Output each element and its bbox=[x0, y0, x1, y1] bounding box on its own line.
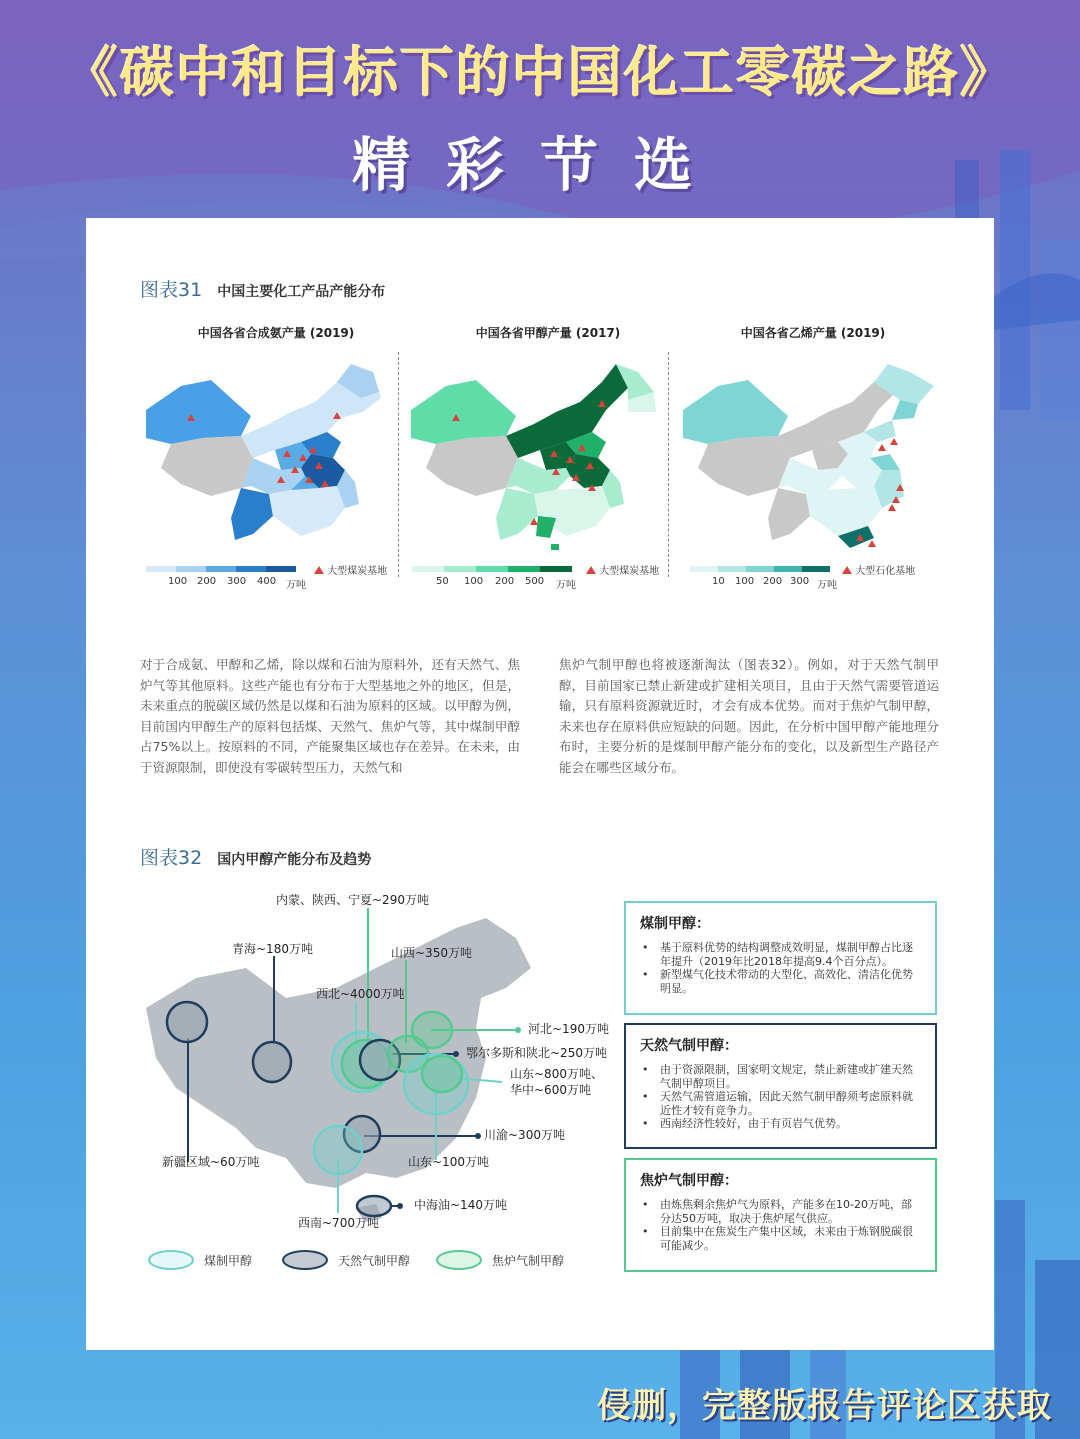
map2-tick: 50 bbox=[436, 576, 449, 587]
legend-gas-label: 天然气制甲醇 bbox=[338, 1253, 411, 1268]
map3-tick: 10 bbox=[712, 576, 725, 587]
oval-swatch-icon bbox=[148, 1250, 194, 1270]
map2-tick: 200 bbox=[495, 576, 515, 587]
callout-xibei: 西北~4000万吨 bbox=[316, 987, 405, 1001]
map2-title: 中国各省甲醇产量 (2017) bbox=[475, 326, 621, 340]
map-divider-1 bbox=[398, 352, 399, 577]
callout-xinjiang: 新疆区域~60万吨 bbox=[162, 1155, 260, 1169]
callout-zhonghaiyou: 中海油~140万吨 bbox=[414, 1198, 507, 1212]
map1-base-label: 大型煤炭基地 bbox=[327, 566, 388, 577]
map3-title: 中国各省乙烯产量 (2019) bbox=[740, 326, 886, 340]
triangle-marker-icon bbox=[842, 566, 852, 574]
figure32-number: 图表32 bbox=[140, 847, 203, 869]
figure32-heading bbox=[140, 843, 371, 870]
legend-coke-label: 焦炉气制甲醇 bbox=[492, 1253, 565, 1268]
map-divider-2 bbox=[668, 352, 669, 577]
map1-base-legend bbox=[314, 562, 387, 577]
map1-tick: 400 bbox=[257, 576, 277, 587]
map2-legend bbox=[412, 566, 592, 590]
info-item: • 天然气需管道运输，因此天然气制甲醇须考虑原料就近性才较有竞争力。 bbox=[640, 1090, 921, 1117]
map1-tick: 200 bbox=[197, 576, 217, 587]
legend-coke bbox=[436, 1250, 564, 1270]
map3-legend bbox=[690, 566, 850, 590]
callout-nmg: 内蒙、陕西、宁夏~290万吨 bbox=[276, 893, 429, 907]
callout-qinghai: 青海~180万吨 bbox=[232, 942, 313, 956]
figure31-title: 中国主要化工产品产能分布 bbox=[217, 284, 386, 300]
info-item: • 由于资源限制，国家明文规定，禁止新建或扩建天然气制甲醇项目。 bbox=[640, 1063, 921, 1090]
info-item: • 基于原料优势的结构调整成效明显，煤制甲醇占比逐年提升（2019年比2018年提高9.4个百分点）。 bbox=[640, 941, 921, 968]
ammonia-map bbox=[141, 358, 391, 558]
body-paragraph-left: 对于合成氨、甲醇和乙烯，除以煤和石油为原料外，还有天然气、焦炉气等其他原料。这些产能也有分布于大型基地之外的地区，但是，未来重点的脱碳区域仍然是以煤和石油为原料的区域。以甲醇为例，目前国内甲醇生产的原料包括煤、天然气、焦炉气等，其中煤制甲醇占75%以上。按原料的不同，产能聚集区域也存在差异。在未来，由于资源限制，即使没有零碳转型压力，天然气和 bbox=[140, 657, 520, 775]
figure32-title: 国内甲醇产能分布及趋势 bbox=[217, 852, 372, 868]
body-paragraph-right: 焦炉气制甲醇也将被逐渐淘汰（图表32）。例如，对于天然气制甲醇，目前国家已禁止新建或扩建相关项目，且由于天然气需要管道运输，只有原料资源就近时，才会有成本优势。而对于焦炉气制甲醇，未来也存在原料供应短缺的问题。因此，在分析中国甲醇产能地理分布时，主要分析的是煤制甲醇产能分布的变化，以及新型生产路径产能会在哪些区域分布。 bbox=[559, 657, 939, 775]
legend-coal-label: 煤制甲醇 bbox=[204, 1253, 253, 1268]
map2-tick: 100 bbox=[464, 576, 484, 587]
map3-unit: 万吨 bbox=[817, 580, 837, 591]
triangle-marker-icon bbox=[314, 566, 324, 574]
callout-xinan: 西南~700万吨 bbox=[298, 1216, 379, 1230]
info-item: • 目前集中在焦炭生产集中区域，未来由于炼钢脱碳很可能减少。 bbox=[640, 1225, 921, 1252]
map3-base-label: 大型石化基地 bbox=[855, 566, 916, 577]
info-item: • 新型煤气化技术带动的大型化、高效化、清洁化优势明显。 bbox=[640, 968, 921, 995]
ethylene-map bbox=[678, 358, 938, 558]
callout-shandong-huazhong-2: 华中~600万吨 bbox=[510, 1083, 591, 1097]
callout-shandong-huazhong-1: 山东~800万吨、 bbox=[510, 1067, 603, 1081]
callout-shanxi: 山西~350万吨 bbox=[391, 946, 472, 960]
methanol-map bbox=[406, 358, 662, 558]
footer-note: 侵删，完整版报告评论区获取 bbox=[597, 1386, 1052, 1426]
info-box-gas bbox=[624, 1023, 937, 1149]
info-box-coal bbox=[624, 901, 937, 1015]
map1-title: 中国各省合成氨产量 (2019) bbox=[197, 326, 355, 340]
map1-tick: 300 bbox=[227, 576, 247, 587]
info-box-gas-title: 天然气制甲醇： bbox=[640, 1038, 738, 1054]
map2-tick: 500 bbox=[525, 576, 545, 587]
map1-unit: 万吨 bbox=[286, 580, 306, 591]
callout-chuanyu: 川渝~300万吨 bbox=[484, 1128, 565, 1142]
info-item: • 西南经济性较好，由于有页岩气优势。 bbox=[640, 1117, 921, 1131]
callout-shandong-100: 山东~100万吨 bbox=[408, 1155, 489, 1169]
figure31-heading bbox=[140, 275, 385, 302]
info-box-coke bbox=[624, 1158, 937, 1272]
map3-tick: 300 bbox=[790, 576, 810, 587]
page-subtitle: 精彩节选 bbox=[351, 131, 728, 199]
map3-base-legend bbox=[842, 562, 915, 577]
info-box-coal-title: 煤制甲醇： bbox=[640, 916, 710, 932]
triangle-marker-icon bbox=[586, 566, 596, 574]
oval-swatch-icon bbox=[436, 1250, 482, 1270]
map1-legend bbox=[146, 566, 306, 590]
map3-tick: 200 bbox=[763, 576, 783, 587]
map2-unit: 万吨 bbox=[556, 580, 576, 591]
report-page bbox=[86, 218, 994, 1350]
callout-hebei: 河北~190万吨 bbox=[528, 1022, 609, 1036]
legend-coal bbox=[148, 1250, 252, 1270]
map2-base-legend bbox=[586, 562, 659, 577]
oval-swatch-icon bbox=[282, 1250, 328, 1270]
map3-tick: 100 bbox=[735, 576, 755, 587]
legend-gas bbox=[282, 1250, 410, 1270]
map2-base-label: 大型煤炭基地 bbox=[599, 566, 660, 577]
callout-eerduosi: 鄂尔多斯和陕北~250万吨 bbox=[466, 1046, 607, 1060]
page-title: 《碳中和目标下的中国化工零碳之路》 bbox=[64, 41, 1016, 104]
info-item: • 由炼焦剩余焦炉气为原料，产能多在10-20万吨，部分达50万吨，取决于焦炉尾气供应。 bbox=[640, 1198, 921, 1225]
info-box-coke-title: 焦炉气制甲醇： bbox=[640, 1173, 738, 1189]
map1-tick: 100 bbox=[168, 576, 188, 587]
figure31-number: 图表31 bbox=[140, 279, 203, 301]
